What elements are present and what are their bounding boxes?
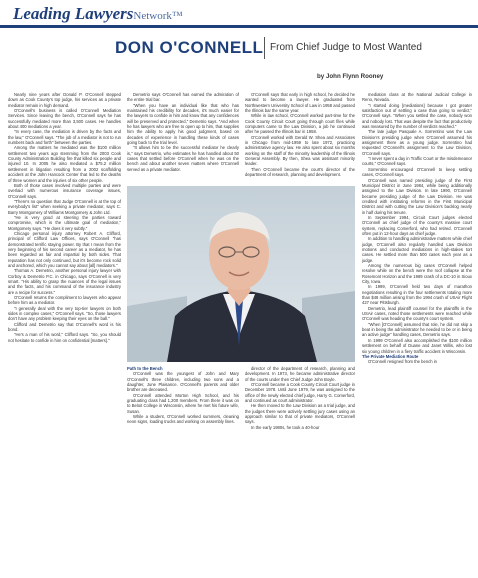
article-byline: by John Flynn Rooney — [317, 73, 384, 80]
paragraph: "I started doing [mediations] because I got greater satisfaction out of settling a case than going to verdict," O'Connell says. "When you settled the case, nobody won and nobody lost. That was despite the fact that productivity was measured by the number of verdicts reached." — [362, 102, 472, 130]
paragraph: O'Connell worked with Gerald W. Shea and Associates in Chicago from mid-1959 to late 1972, practicing administrative agency law. He also spent about six months working on the staff of the minority leadership of the Illinois General Assembly. By then, Shea was assistant minority leader. — [245, 134, 355, 167]
paragraph: Then O'Connell became the court's director of the department of research, planning and development. — [245, 166, 355, 178]
section-heading: Path to the Bench — [127, 366, 163, 371]
paragraph: Clifford and Demetrio say that O'Connell's word is his bond. — [8, 321, 121, 333]
text-column-2-lower — [127, 366, 239, 576]
text-column-2 — [127, 92, 239, 182]
paragraph: O'Connell resigned from the bench in — [368, 359, 438, 365]
paragraph: In 1999 O'Connell also accomplished the $100 million settlement on behalf of Duane and Janet Willis, who lost six young children in a fiery traffic accident in Wisconsin. — [362, 337, 472, 354]
paragraph: Chicago personal injury attorney Robert A. Clifford, principal of Clifford Law Offices, says O'Connell "has demonstrated terrific staying power. By that I mean from the very beginning of his second career as a mediator, he has been regarded as fair and impartial by both sides. That reputation has not only continued, but it's become rock solid and anchored, which you cannot say about [all] mediators." — [8, 230, 121, 268]
paragraph: In September 1994, Circuit Court judges elected O'Connell as chief judge of the county's massive court system, replacing Comerford, who had retired. O'Connell often put in 12-hour days as chief judge. — [362, 214, 472, 236]
portrait-illustration — [127, 186, 355, 362]
paragraph: "There's no question that Judge O'Connell is at the top of everybody's list" when seeking a private mediator, says C. Barry Montgomery of Williams Montgomery & John Ltd. — [8, 198, 121, 215]
masthead-rule — [0, 25, 478, 28]
text-column-3 — [245, 92, 355, 182]
paragraph: "I never spent a day in Traffic Court or the misdemeanor courts," O'Connell says. — [362, 156, 472, 167]
paragraph: "I generally deal with the very top-tier lawyers on both sides in complex cases," O'Connell says. "So, those lawyers don't have any problem keeping their eyes on the ball." — [8, 305, 121, 322]
paragraph: "He's a man of his word," Clifford says. "So, you should not hesitate to confide in him on confidential [matters]." — [8, 332, 121, 343]
title-divider — [264, 37, 265, 59]
paragraph: mediation class at the National Judicial College in Reno, Nevada. — [362, 92, 472, 103]
paragraph: O'Connell became a Cook County Circuit Court judge in December 1978. Until June 1979, he was assigned to the office of the newly elected chief judge, Harry G. Comerford, and continued as court administrator. — [245, 382, 355, 404]
paragraph: "When you have an individual like that who has maintained his credibility for decades, it's much easier for the lawyers to confide in him and know that any confidences will be preserved and protected," Demetrio says. "And when he has lawyers who are free to open up to him, that supplies him the ability to apply his good judgment, based on decades of experience in handling these kinds of cases going back to the trial level. — [127, 102, 239, 146]
paragraph: "It allows him to be the successful mediator he clearly is," says Demetrio, who estimates he has handled about 50 cases that settled before O'Connell when he was on the bench and about another seven matters where O'Connell served as a private mediator. — [127, 145, 239, 172]
paragraph: "In every case, the mediation is driven by the facts and the law," O'Connell says. "The job of a mediator is not to run numbers back and forth" between the parties. — [8, 129, 121, 146]
paragraph: In the early 1980s, he took a 40-hour — [251, 424, 320, 430]
paragraph: In addition to handling administrative matters while chief judge, O'Connell also regularly handled Law Division motions and conducted mediations in high-stakes tort cases. He settled more than 500 cases each year as a judge. — [362, 236, 472, 263]
article-name: DON O'CONNELL — [115, 38, 264, 57]
text-column-3-lower — [245, 366, 355, 576]
paragraph: O'Connell was the youngest of John and Mary O'Connell's three children, including two sons and a daughter, June Plaisance. O'Connell's parents and older brother are deceased. — [127, 371, 239, 393]
paragraph: Demetrio says O'Connell has earned the admiration of the entire trial bar. — [127, 92, 239, 103]
paragraph: O'Connell was named presiding judge of the First Municipal District in June 1984, while being additionally assigned to the Law Division. In late 1990, O'Connell became presiding judge of the Law Division. He was credited with instituting reforms in the First Municipal District and with cutting the Law Division's backlog nearly in half during his tenure. — [362, 177, 472, 215]
brand-logo: Leading LawyersNetwork™ — [13, 4, 183, 23]
paragraph: O'Connell returns the compliment to lawyers who appear before him as a mediator. — [8, 295, 121, 306]
paragraph: The late judge Pasquale A. Sorrentino was the Law Division's presiding judge when O'Connell assumed his assignment there as a young judge. Sorrentino had requested O'Connell's assignment to the Law Division, O'Connell says. — [362, 129, 472, 156]
paragraph: Among the numerous big cases O'Connell helped resolve while on the bench were the roof collapse at the Rosemont Horizon and the 1989 crash of a DC-10 in Sioux City, Iowa. — [362, 263, 472, 285]
section-heading: The Private Mediation Route — [362, 353, 419, 359]
paragraph: Demetrio, lead plaintiff counsel for the plaintiffs in the USAir cases, noted those settlements were reached while O'Connell was heading the county's court system. — [362, 305, 472, 322]
paragraph: He then moved to the Law Division as a trial judge, and the judges there were actively settling jury cases using an approach similar to that of private mediators, O'Connell says. — [245, 403, 355, 425]
text-column-4 — [362, 92, 472, 576]
text-column-1 — [8, 92, 121, 576]
article-headline: From Chief Judge to Most Wanted — [270, 42, 422, 53]
paragraph: While in law school, O'Connell worked part-time for the Cook County Circuit Court going through court files while computers came to the Law Division, a job he continued after he passed the Illinois bar in 1958. — [245, 113, 355, 135]
paragraph: director of the department of research, planning and development. In 1973, he became administrative director of the courts under then Chief Judge John Boyle. — [245, 366, 355, 382]
paragraph: O'Connell's business is called O'Connell Mediation Services. Since leaving the bench, O'Connell says he has successfully mediated more than 3,500 cases. He handles about 400 mediations a year. — [8, 108, 121, 130]
paragraph: Sorrentino encouraged O'Connell to keep settling cases, O'Connell says. — [362, 166, 472, 178]
paragraph: Nearly nine years after Donald P. O'Connell stepped down as Cook County's top judge, his services as a private mediator remain in high demand. — [8, 92, 121, 108]
paragraph: O'Connell attended Morton High School, and his graduating class had 1,200 members. From there it was on to Beloit College in Wisconsin, where he met his future wife, Susan. — [127, 392, 239, 414]
paragraph: Both of those cases involved multiple parties and were overlaid with numerous insurance coverage issues, O'Connell says. — [8, 182, 121, 199]
paragraph: "When [O'Connell] assumed that role, he did not skip a beat in being the administrator he needed to be or in being an active judge" handling cases, Demetrio says. — [362, 321, 472, 338]
masthead — [0, 0, 478, 30]
paragraph: While a student, O'Connell worked summers, cleaning neon signs, loading trucks and working on assembly lines. — [127, 414, 239, 425]
paragraph: Thomas A. Demetrio, another personal injury lawyer with Corboy & Demetrio P.C. in Chicago, says O'Connell is very smart. "His ability to grasp the nuances of the legal issues and the facts, and his command of the insurance industry are a recipe for success." — [8, 268, 121, 295]
paragraph: O'Connell says that early in high school, he decided he wanted to become a lawyer. He graduated from Northwestern University School of Law in 1958 and passed the Illinois bar the same year. — [245, 92, 355, 114]
paragraph: In 1999, O'Connell held two days of marathon negotiations resulting in the four settlements totaling more than $48 million arising from the 1994 crash of USAir Flight 427 near Pittsburgh. — [362, 284, 472, 306]
portrait-photo — [127, 186, 355, 362]
paragraph: Among the matters he mediated was the $100 million settlement two years ago stemming from the 2003 Cook County Administration Building fire that killed six people and injured 10. In 2005 he also mediated a $75.2 million settlement in litigation resulting from a 2002 scaffolding accident at the John Hancock Center that led to the deaths of three women and the injuries of six other people. — [8, 145, 121, 183]
paragraph: "He is very good at steering the parties toward compromise, which is the ultimate goal of mediation," Montgomery says. "He does it very subtly." — [8, 214, 121, 231]
